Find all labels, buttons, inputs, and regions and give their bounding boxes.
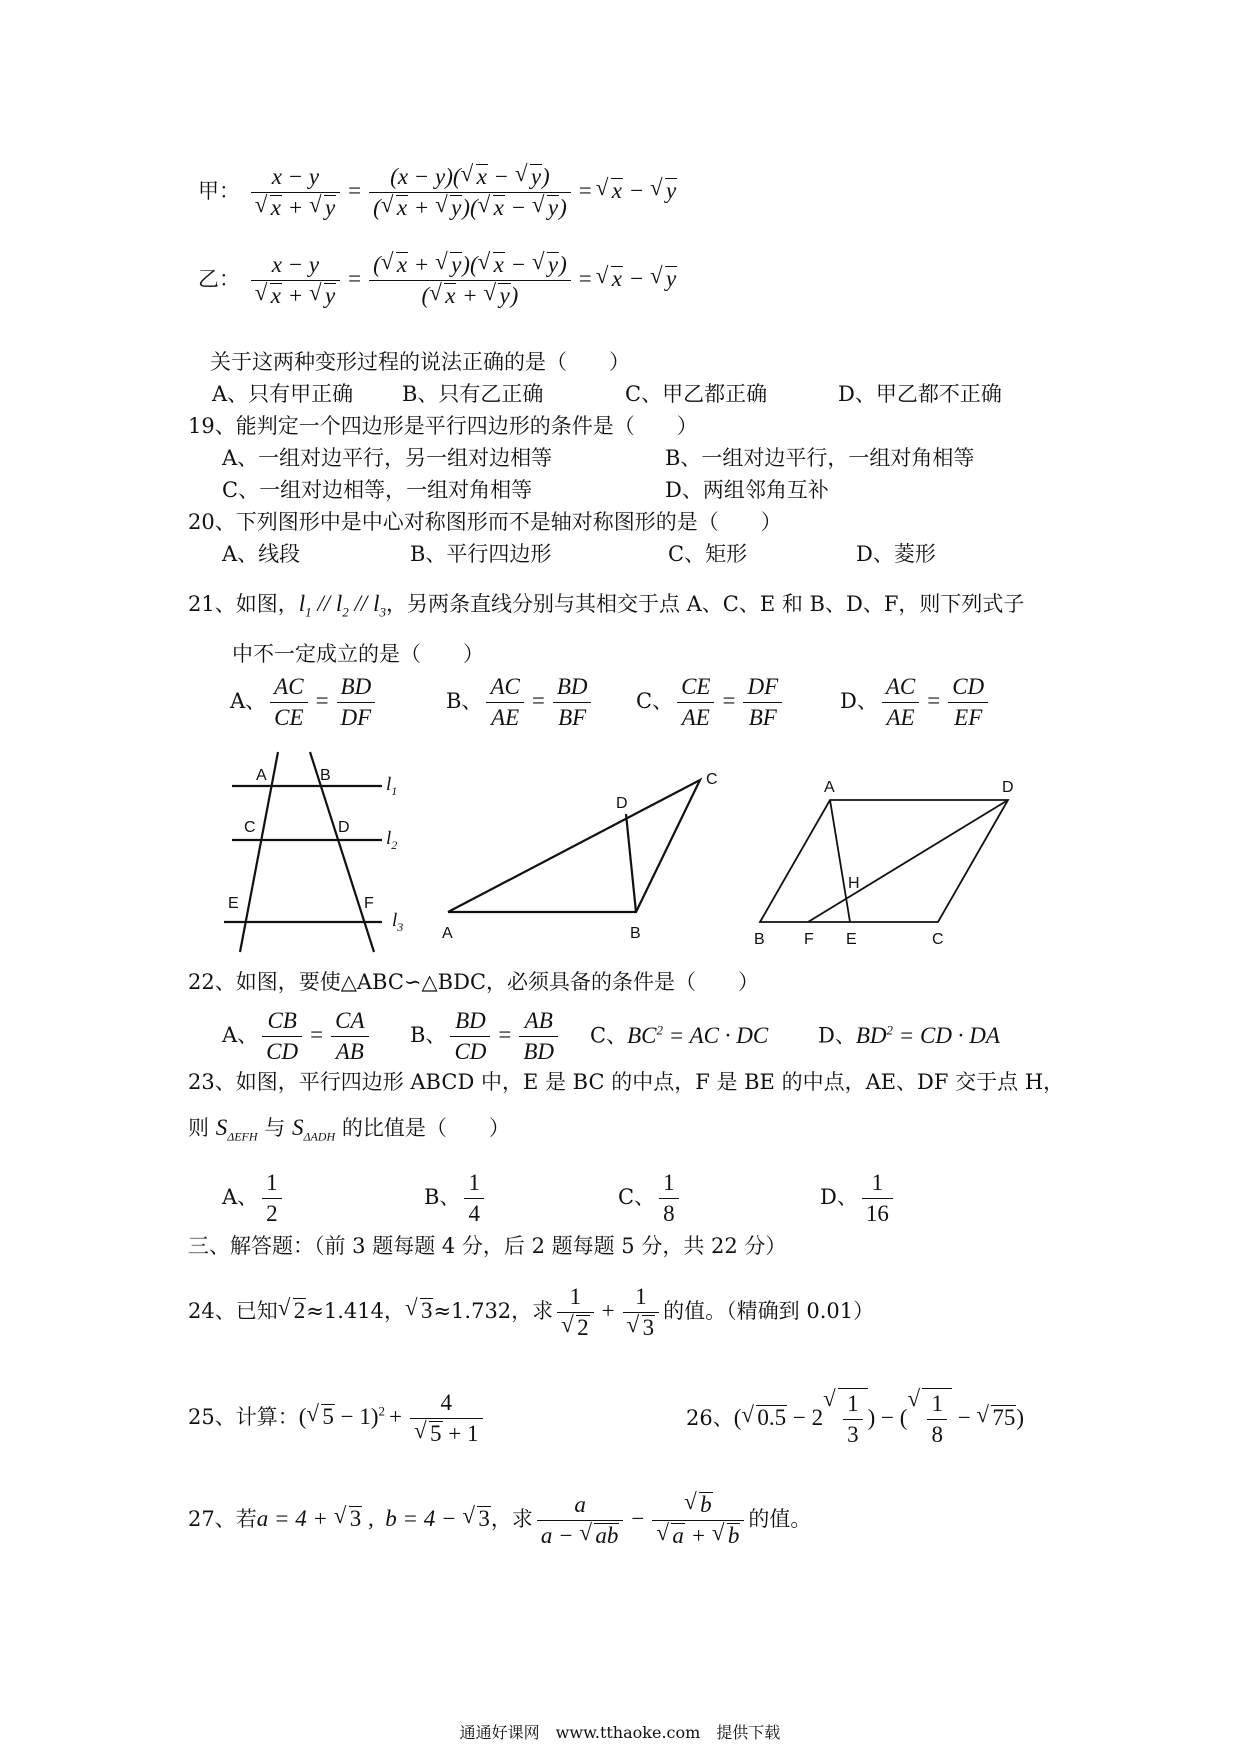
jia-frac-2: $\frac{(x - y)(√ x - √ y)}{(√ x + √ y)(√ x - √ y)}$ (369, 162, 571, 223)
q24-sqrt3: √ 3 (407, 1297, 434, 1325)
q19-option-c: C、一组对边相等，一组对角相等 (222, 478, 533, 502)
q20-option-c: C、矩形 (668, 542, 748, 566)
q23-ratio-line (188, 1114, 510, 1151)
q23-ratio-a: 则 (188, 1116, 209, 1140)
q22-option-b: B、 $\frac{BD}{CD}$ = $\frac{AB}{BD}$ (410, 1006, 562, 1067)
q26-line: 26、(√ 0.5 − 2 √ $\frac{1}{3}$ ) − ( √ $\frac{1}{8}$ − √ 75) (686, 1388, 1024, 1450)
jia-frac-1: x − y √ x + √ y (251, 162, 340, 223)
page-footer: 通通好课网 www.tthaoke.com 提供下载 (459, 1723, 781, 1742)
yi-line: 乙： x − y √ x + √ y = $\frac{(√ x + √ y)(√ x - √ y)}{(√ x + √ y)}$ =√ x − √ y (198, 250, 677, 311)
q27-line: 27、若a = 4 + √ 3 , b = 4 − √ 3，求 $\frac{a}{a - √ ab}$ − √ b √ a + √ b 的值。 (188, 1490, 811, 1551)
fig3-point-e: E (846, 931, 857, 948)
figure-parallelogram (760, 800, 1008, 922)
q21-stem-a: 21、如图， (188, 592, 299, 616)
q23-option-b-label: B、 (424, 1185, 461, 1209)
q23-option-d-label: D、 (820, 1185, 858, 1209)
q20-option-d: D、菱形 (856, 542, 936, 566)
q19-option-b: B、一组对边平行，一组对角相等 (665, 446, 975, 470)
q18-option-b: B、只有乙正确 (402, 382, 544, 406)
q22-option-a: A、 $\frac{CB}{CD}$ = $\frac{CA}{AB}$ (222, 1006, 373, 1067)
q21-parallel-expr: $l_1 // l_2 // l_3$ (298, 591, 386, 620)
q23-stem: 23、如图，平行四边形 ABCD 中，E 是 BC 的中点，F 是 BE 的中点，AE、DF 交于点 H， (188, 1070, 1065, 1094)
q23-option-d-denom: 16 (865, 1201, 889, 1226)
q19-stem: 19、能判定一个四边形是平行四边形的条件是（ ） (188, 414, 698, 438)
jia-label: 甲： (198, 179, 240, 203)
q23-option-b-denom: 4 (468, 1201, 480, 1226)
q21-stem-b: ，另两条直线分别与其相交于点 A、C、E 和 B、D、F，则下列式子 (385, 592, 1025, 616)
q23-ratio-c: 的比值是（ ） (341, 1116, 510, 1140)
fig1-point-e: E (228, 895, 239, 912)
figure-parallel-lines (224, 752, 382, 952)
q19-option-a: A、一组对边平行，另一组对边相等 (222, 446, 553, 470)
q21-option-c: C、 $\frac{CE}{AE}$ = $\frac{DF}{BF}$ (636, 672, 786, 733)
q21-option-d: D、 $\frac{AC}{AE}$ = $\frac{CD}{EF}$ (840, 672, 992, 733)
q21-option-a: A、 $\frac{AC}{CE}$ = $\frac{BD}{DF}$ (230, 672, 379, 733)
q22-option-c: C、$BC^2$ = AC · DC (590, 1022, 769, 1048)
q25-label: 25、计算： (188, 1405, 299, 1429)
q22-stem: 22、如图，要使△ABC∽△BDC，必须具备的条件是（ ） (188, 970, 760, 994)
fig2-point-c: C (706, 771, 718, 788)
q23-option-c-denom: 8 (663, 1201, 675, 1226)
q26-label: 26、 (686, 1405, 734, 1430)
q24-sqrt2: √ 2 (280, 1297, 307, 1325)
q23-option-d: D、 $\frac{1}{16}$ (820, 1168, 897, 1229)
fig1-point-d: D (338, 819, 350, 836)
q19-option-d: D、两组邻角互补 (665, 478, 829, 502)
q23-option-b: B、 $\frac{1}{4}$ (424, 1168, 488, 1229)
q27-b: ，求 (490, 1507, 533, 1531)
figure-triangle (448, 780, 700, 912)
q21-option-b-label: B、 (446, 689, 483, 713)
q21-stem-line1 (188, 590, 1024, 627)
q18-option-c: C、甲乙都正确 (625, 382, 768, 406)
fig1-point-f: F (364, 895, 374, 912)
fig1-line-l1: $l_1$ (386, 774, 398, 798)
q18-option-a: A、只有甲正确 (212, 382, 354, 406)
q22-option-d: D、$BD^2$ = CD · DA (818, 1022, 1000, 1048)
fig3-point-a: A (824, 779, 835, 796)
fig1-line-l2: $l_2$ (386, 828, 398, 852)
q21-stem-c: 中不一定成立的是（ ） (232, 642, 484, 666)
q27-c: 的值。 (748, 1507, 812, 1531)
q23-ratio-b: 与 (264, 1116, 286, 1140)
jia-line: 甲： x − y √ x + √ y = $\frac{(x - y)(√ x - √ y)}{(√ x + √ y)(√ x - √ y)}$ =√ x − √ y (198, 162, 677, 223)
q23-option-a-label: A、 (222, 1185, 259, 1209)
fig3-point-d: D (1002, 779, 1014, 796)
fig1-point-a: A (256, 767, 267, 784)
q27-a: 27、若 (188, 1507, 257, 1531)
yi-label: 乙： (198, 267, 240, 291)
q20-option-b: B、平行四边形 (410, 542, 552, 566)
figures (0, 740, 1240, 960)
q23-option-c-label: C、 (618, 1185, 656, 1209)
fig1-line-l3: $l_3$ (392, 910, 404, 934)
fig2-point-d: D (616, 795, 628, 812)
section3-title: 三、解答题：（前 3 题每题 4 分，后 2 题每题 5 分，共 22 分） (188, 1234, 787, 1258)
fig3-point-f: F (804, 931, 814, 948)
q24-b: ≈1.414， (306, 1299, 405, 1323)
q25-line: 25、计算：(√ 5 − 1)$^2$ + 4 √ 5 + 1 (188, 1388, 487, 1449)
q22-option-d-label: D、 (818, 1023, 856, 1048)
q22-option-b-label: B、 (410, 1023, 447, 1047)
q22-option-a-label: A、 (222, 1023, 259, 1047)
fig1-point-c: C (244, 819, 256, 836)
q21-option-d-label: D、 (840, 689, 878, 713)
q24-d: 的值。（精确到 0.01） (663, 1299, 875, 1323)
yi-frac-1: x − y √ x + √ y (251, 250, 340, 311)
q24-line: 24、已知√ 2≈1.414，√ 3≈1.732，求 1 √ 2 + 1 √ 3 的值。（精确到 0.01） (188, 1282, 874, 1343)
q23-area-efh: $S_{\Delta EFH}$ (215, 1115, 258, 1144)
q18-stem: 关于这两种变形过程的说法正确的是（ ） (210, 350, 630, 374)
q24-c: ≈1.732，求 (433, 1299, 554, 1323)
q21-option-c-label: C、 (636, 689, 674, 713)
q24-a: 24、已知 (188, 1299, 278, 1323)
q23-option-c: C、 $\frac{1}{8}$ (618, 1168, 683, 1229)
yi-frac-2: $\frac{(√ x + √ y)(√ x - √ y)}{(√ x + √ y)}$ (369, 250, 571, 311)
fig3-point-b: B (754, 931, 765, 948)
q20-stem: 20、下列图形中是中心对称图形而不是轴对称图形的是（ ） (188, 510, 782, 534)
fig3-point-h: H (848, 875, 860, 892)
q21-option-a-label: A、 (230, 689, 267, 713)
q21-option-b: B、 $\frac{AC}{AE}$ = $\frac{BD}{BF}$ (446, 672, 595, 733)
fig1-point-b: B (320, 767, 331, 784)
q22-option-c-label: C、 (590, 1023, 628, 1048)
q18-option-d: D、甲乙都不正确 (838, 382, 1002, 406)
fig2-point-a: A (442, 925, 453, 942)
q20-option-a: A、线段 (222, 542, 301, 566)
q23-option-a: A、 $\frac{1}{2}$ (222, 1168, 286, 1229)
q23-area-adh: $S_{\Delta ADH}$ (291, 1115, 336, 1144)
q23-option-a-denom: 2 (266, 1201, 278, 1226)
fig3-point-c: C (932, 931, 944, 948)
fig2-point-b: B (630, 925, 641, 942)
